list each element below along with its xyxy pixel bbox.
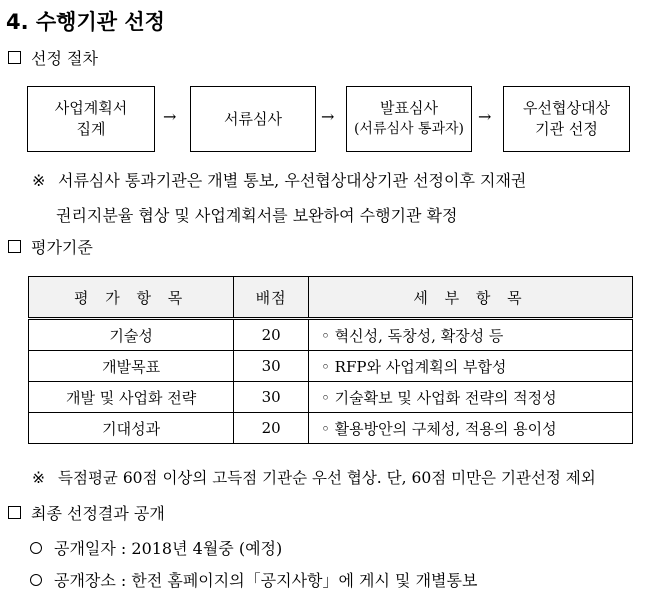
row-item: 개발 및 사업화 전략 <box>29 382 234 413</box>
section-procedure-label: 선정 절차 <box>31 49 98 68</box>
row-item: 기술성 <box>29 319 234 351</box>
procedure-note <box>32 168 526 194</box>
header-item: 평 가 항 목 <box>29 277 234 319</box>
row-item: 개발목표 <box>29 351 234 382</box>
score-note <box>32 466 596 488</box>
section-final-label: 최종 선정결과 공개 <box>31 504 165 523</box>
flow-step-4-line2: 기관 선정 <box>535 120 598 138</box>
row-detail: ◦ 활용방안의 구체성, 적용의 용이성 <box>309 413 633 444</box>
row-score: 30 <box>234 382 309 413</box>
procedure-note-line1: 서류심사 통과기관은 개별 통보, 우선협상대상기관 선정이후 지재권 <box>58 171 527 190</box>
table-row <box>29 319 633 351</box>
row-detail: ◦ 혁신성, 독창성, 확장성 등 <box>309 319 633 351</box>
flow-step-1-line1: 사업계획서 <box>54 99 128 117</box>
checkbox-square-icon <box>8 506 21 519</box>
row-detail: ◦ RFP와 사업계획의 부합성 <box>309 351 633 382</box>
table-header-row <box>29 277 633 319</box>
section-criteria-label: 평가기준 <box>31 238 93 257</box>
flow-arrow-1: → <box>163 107 177 126</box>
table-row <box>29 351 633 382</box>
checkbox-square-icon <box>8 240 21 253</box>
flow-arrow-3: → <box>478 107 492 126</box>
flow-step-3 <box>346 86 472 152</box>
evaluation-table <box>28 276 633 444</box>
procedure-note-line2: 권리지분율 협상 및 사업계획서를 보완하여 수행기관 확정 <box>56 206 458 225</box>
section-procedure <box>8 46 98 69</box>
row-score: 20 <box>234 413 309 444</box>
header-detail: 세 부 항 목 <box>309 277 633 319</box>
circle-bullet-icon <box>30 542 42 554</box>
note-mark: ※ <box>32 469 45 487</box>
section-final <box>8 501 165 524</box>
flow-step-3-line2: (서류심사 통과자) <box>353 121 465 137</box>
flow-step-2 <box>190 86 316 152</box>
score-note-text: 득점평균 60점 이상의 고득점 기관순 우선 협상. 단, 60점 미만은 기관선정 제외 <box>58 469 596 487</box>
row-score: 20 <box>234 319 309 351</box>
flow-step-3-line1: 발표심사 <box>380 99 438 117</box>
section-criteria <box>8 235 93 258</box>
row-score: 30 <box>234 351 309 382</box>
circle-bullet-icon <box>30 574 42 586</box>
flow-step-4-line1: 우선협상대상 <box>523 99 610 117</box>
flow-step-1-line2: 집계 <box>76 120 106 138</box>
section-heading: 4. 수행기관 선정 <box>6 10 165 34</box>
flow-step-2-line1: 서류심사 <box>224 109 282 128</box>
row-item: 기대성과 <box>29 413 234 444</box>
final-item-date <box>30 536 282 559</box>
table-row <box>29 382 633 413</box>
flow-step-1 <box>27 86 155 152</box>
checkbox-square-icon <box>8 51 21 64</box>
row-detail: ◦ 기술확보 및 사업화 전략의 적정성 <box>309 382 633 413</box>
table-row <box>29 413 633 444</box>
note-mark: ※ <box>32 171 46 190</box>
final-item-date-text: 공개일자 : 2018년 4월중 (예정) <box>54 539 283 558</box>
final-item-place-text: 공개장소 : 한전 홈페이지의「공지사항」에 게시 및 개별통보 <box>54 571 478 590</box>
final-item-place <box>30 568 477 591</box>
flow-step-4 <box>503 86 630 152</box>
flow-arrow-2: → <box>321 107 335 126</box>
header-score: 배점 <box>234 277 309 319</box>
